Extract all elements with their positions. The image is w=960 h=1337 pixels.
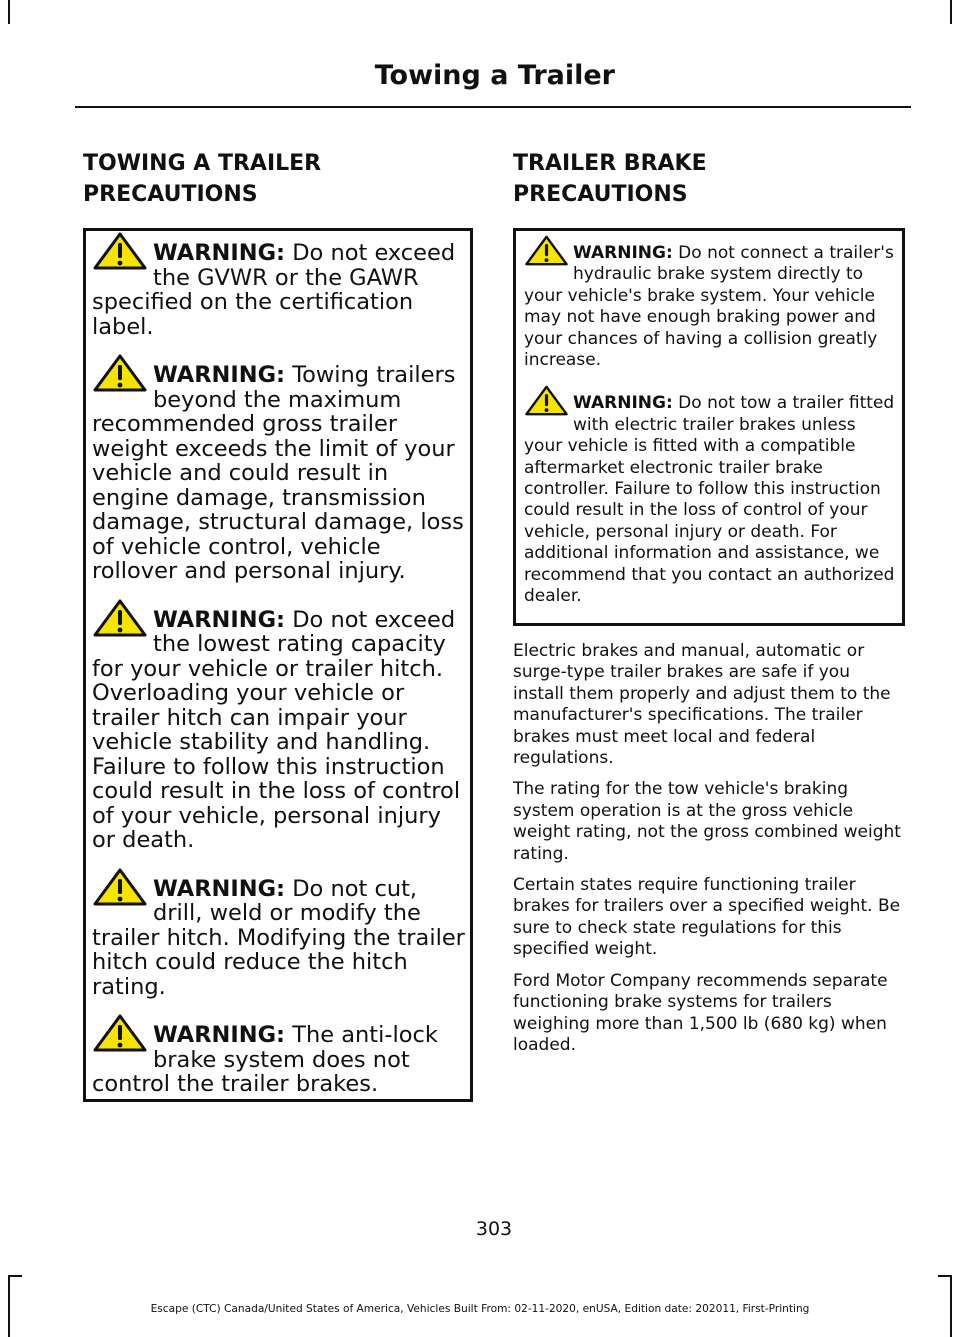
heading-line-1: TOWING A TRAILER <box>83 151 322 176</box>
paragraph: Electric brakes and manual, automatic or surge-type trailer brakes are safe if you install them properly and adjust them to the manufacturer's specifications. The trailer brakes must meet local and federal regulations. <box>513 641 891 769</box>
section-heading-towing-precautions <box>83 148 321 210</box>
warning-box-towing <box>83 228 473 1102</box>
warning-label: WARNING: <box>573 243 673 263</box>
crop-mark-bottom-right-h <box>938 1275 952 1277</box>
warning-text: Do not exceed the lowest rating capacity for your vehicle or trailer hitch. Overloading your vehicle or trailer hitch can impair your vehicle stability and handling. Failure to follow this instruction could result in the loss of control of your vehicle, personal injury or death. <box>92 606 461 853</box>
warning-text: Do not connect a trailer's hydraulic brake system directly to your vehicle's brake system. Your vehicle may not have enough braking power and your chances of having a collision greatly increase. <box>524 243 894 371</box>
warning-label: WARNING: <box>153 362 286 388</box>
section-heading-brake-precautions <box>513 148 707 210</box>
warning-item <box>92 1023 465 1097</box>
warning-label: WARNING: <box>573 393 673 414</box>
warning-triangle-icon <box>92 1013 148 1053</box>
warning-label: WARNING: <box>153 606 286 633</box>
warning-item <box>92 363 465 584</box>
crop-mark-top-left <box>8 0 10 24</box>
warning-triangle-icon <box>92 231 148 271</box>
warning-triangle-icon <box>92 867 148 907</box>
warning-triangle-icon <box>524 384 569 417</box>
warning-label: WARNING: <box>153 1022 286 1048</box>
warning-item <box>92 877 465 1000</box>
paragraph: Certain states require functioning trailer brakes for trailers over a specified weight. Be sure to check state regulations for this specified weight. <box>513 875 901 960</box>
crop-mark-bottom-left-h <box>8 1275 22 1277</box>
warning-triangle-icon <box>92 598 148 638</box>
heading-line-1: TRAILER BRAKE <box>513 151 707 176</box>
warning-item <box>92 241 465 339</box>
warning-text: Do not tow a trailer fitted with electric trailer brakes unless your vehicle is fitted with a compatible aftermarket electronic trailer brake controller. Failure to follow this instruction could result in the loss of control of your vehicle, personal injury or death. For additional information and assistance, we recommend that you contact an authorized dealer. <box>524 393 895 607</box>
warning-item <box>524 243 897 371</box>
page-footer: Escape (CTC) Canada/United States of America, Vehicles Built From: 02-11-2020, enUSA, Edition date: 202011, First-Printing <box>150 1303 810 1315</box>
warning-triangle-icon <box>92 353 148 393</box>
warning-box-brakes <box>513 228 905 626</box>
warning-text: The anti-lock brake system does not control the trailer brakes. <box>92 1022 438 1097</box>
warning-text: Do not exceed the GVWR or the GAWR specified on the certification label. <box>92 240 456 340</box>
warning-label: WARNING: <box>153 875 286 902</box>
warning-triangle-icon <box>524 234 569 267</box>
page-header-title: Towing a Trailer <box>374 60 615 91</box>
heading-line-2: PRECAUTIONS <box>83 182 258 207</box>
warning-item <box>524 393 897 607</box>
body-paragraphs <box>513 641 905 1066</box>
paragraph: The rating for the tow vehicle's braking system operation is at the gross vehicle weight rating, not the gross combined weight rating. <box>513 779 901 864</box>
page-number: 303 <box>475 1218 513 1240</box>
warning-label: WARNING: <box>153 240 286 266</box>
header-rule <box>75 106 911 108</box>
warning-text: Towing trailers beyond the maximum recommended gross trailer weight exceeds the limit of your vehicle and could result in engine damage, transmission damage, structural damage, loss of vehicle control, vehicle rollover and personal injury. <box>92 362 464 584</box>
crop-mark-top-right <box>950 0 952 24</box>
paragraph: Ford Motor Company recommends separate functioning brake systems for trailers weighing more than 1,500 lb (680 kg) when loaded. <box>513 970 888 1055</box>
heading-line-2: PRECAUTIONS <box>513 182 688 207</box>
warning-text: Do not cut, drill, weld or modify the trailer hitch. Modifying the trailer hitch could reduce the hitch rating. <box>92 875 465 1000</box>
warning-item <box>92 608 465 853</box>
